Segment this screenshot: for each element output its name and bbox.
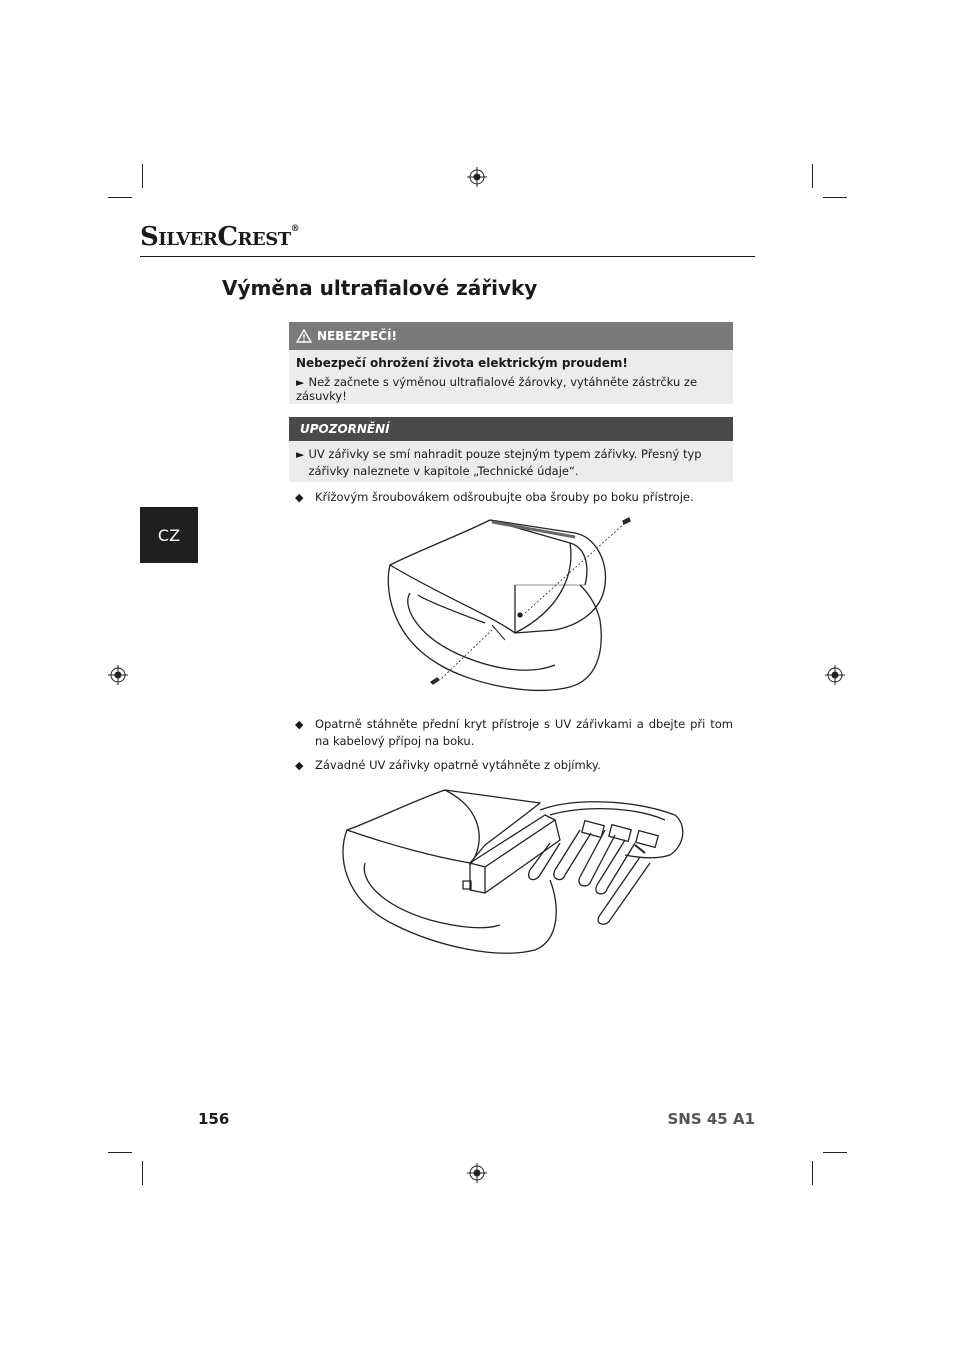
registration-mark-icon [467,167,487,187]
registration-mark-icon [467,1163,487,1183]
brand-logo: SilverCrest® [140,222,300,252]
notice-box [289,417,733,482]
triangle-right-icon: ► [296,448,305,461]
language-tab: CZ [140,507,198,563]
registration-mark-icon [108,665,128,685]
crop-mark [812,1161,813,1185]
list-item: ◆ Opatrně stáhněte přední kryt přístroje s UV zářivkami a dbejte při tom na kabelový přípoj na boku. [295,717,733,748]
notice-instruction: ► UV zářivky se smí nahradit pouze stejným typem zářivky. Přesný typ zářivky naleznete v kapitole „Technické údaje“. [296,447,702,478]
triangle-right-icon: ► [296,376,305,389]
device-lamps-illustration [335,785,690,970]
crop-mark [142,164,143,188]
device-screws-illustration [380,515,645,695]
page-title: Výměna ultrafialové zářivky [222,276,538,300]
danger-subtitle: Nebezpečí ohrožení života elektrickým proudem! [296,356,628,370]
list-item: ◆ Závadné UV zářivky opatrně vytáhněte z objímky. [295,758,601,772]
diamond-bullet-icon: ◆ [295,491,304,504]
crop-mark [823,1152,847,1153]
diamond-bullet-icon: ◆ [295,759,304,772]
danger-box [289,322,733,404]
list-item: ◆ Křížovým šroubovákem odšroubujte oba šrouby po boku přístroje. [295,490,694,504]
model-number: SNS 45 A1 [667,1110,755,1128]
crop-mark [142,1161,143,1185]
danger-header [289,322,733,350]
header-rule [140,256,755,257]
crop-mark [108,197,132,198]
danger-label: NEBEZPEČÍ! [317,329,398,343]
notice-label: UPOZORNĚNÍ [289,417,733,441]
crop-mark [812,164,813,188]
page-number: 156 [198,1110,230,1128]
crop-mark [823,197,847,198]
crop-mark [108,1152,132,1153]
danger-instruction: ► Než začnete s výměnou ultrafialové žárovky, vytáhněte zástrčku ze zásuvky! [296,375,698,403]
warning-triangle-icon [296,329,312,343]
registration-mark-icon [825,665,845,685]
diamond-bullet-icon: ◆ [295,718,304,731]
